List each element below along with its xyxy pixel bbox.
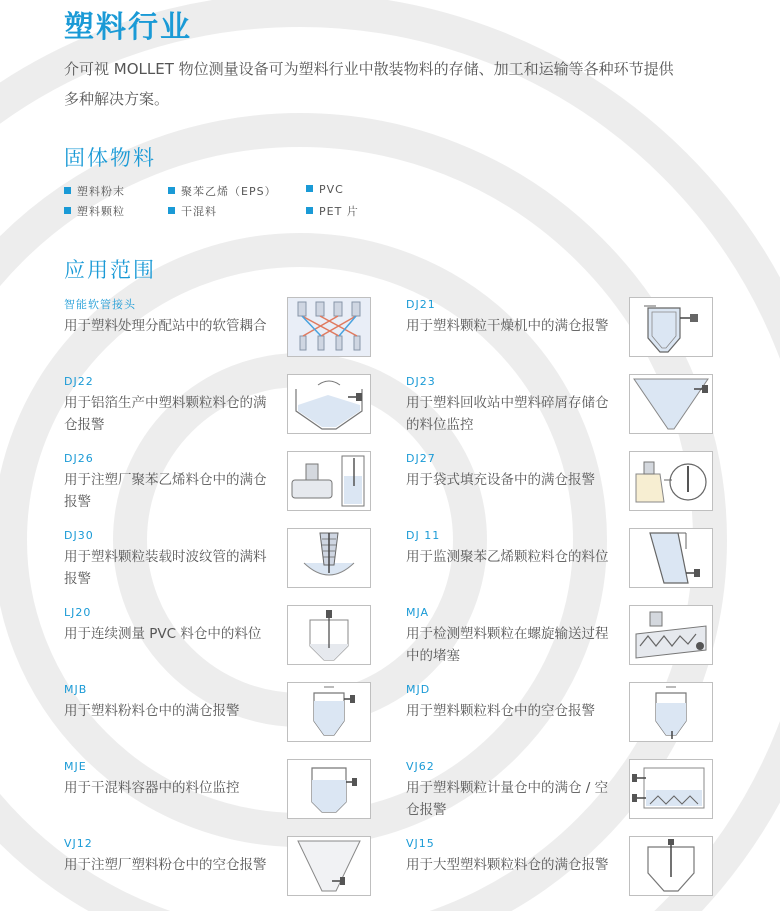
page-title: 塑料行业 bbox=[64, 10, 192, 45]
application-item-dj23 bbox=[406, 374, 716, 436]
material-item: 聚苯乙烯（EPS） bbox=[168, 183, 277, 199]
application-item-dj22 bbox=[64, 374, 374, 436]
dry-mix-container-icon bbox=[287, 759, 371, 819]
application-item-dj21 bbox=[406, 297, 716, 337]
powder-hopper-icon bbox=[287, 836, 371, 896]
application-item-mjb bbox=[64, 682, 374, 722]
silo-full-alarm-icon bbox=[287, 374, 371, 434]
application-code: 智能软管接头 bbox=[64, 298, 136, 311]
application-desc: 用于大型塑料颗粒料仓的满仓报警 bbox=[406, 857, 609, 873]
metering-bin-icon bbox=[629, 759, 713, 819]
material-item: PET 片 bbox=[306, 203, 359, 219]
application-code: VJ15 bbox=[406, 837, 435, 850]
application-desc: 用于检测塑料颗粒在螺旋输送过程中的堵塞 bbox=[406, 626, 609, 664]
application-item-vj62 bbox=[406, 759, 716, 821]
application-code: VJ62 bbox=[406, 760, 435, 773]
materials-section-title: 固体物料 bbox=[64, 146, 156, 170]
application-desc: 用于铝箔生产中塑料颗粒料仓的满仓报警 bbox=[64, 395, 267, 433]
bullet-square-icon bbox=[64, 187, 71, 194]
application-desc: 用于塑料粉料仓中的满仓报警 bbox=[64, 703, 240, 719]
funnel-silo-icon bbox=[629, 374, 713, 434]
application-desc: 用于注塑厂聚苯乙烯料仓中的满仓报警 bbox=[64, 472, 267, 510]
application-desc: 用于监测聚苯乙烯颗粒料仓的料位 bbox=[406, 549, 609, 565]
application-desc: 用于袋式填充设备中的满仓报警 bbox=[406, 472, 595, 488]
application-code: MJD bbox=[406, 683, 431, 696]
application-item-dj30 bbox=[64, 528, 374, 590]
bullet-square-icon bbox=[168, 207, 175, 214]
dryer-silo-icon bbox=[629, 297, 713, 357]
material-item: 干混料 bbox=[168, 203, 217, 219]
application-code: MJA bbox=[406, 606, 430, 619]
application-code: DJ27 bbox=[406, 452, 436, 465]
bag-filling-icon bbox=[629, 451, 713, 511]
application-desc: 用于干混料容器中的料位监控 bbox=[64, 780, 240, 796]
application-code: DJ30 bbox=[64, 529, 94, 542]
application-desc: 用于塑料颗粒计量仓中的满仓 / 空仓报警 bbox=[406, 780, 609, 818]
application-desc: 用于塑料处理分配站中的软管耦合 bbox=[64, 318, 267, 334]
application-item-vj12 bbox=[64, 836, 374, 876]
application-item-lj20 bbox=[64, 605, 374, 645]
application-item-vj15 bbox=[406, 836, 716, 876]
application-desc: 用于塑料颗粒装载时波纹管的满料报警 bbox=[64, 549, 267, 587]
applications-section-title: 应用范围 bbox=[64, 258, 156, 282]
continuous-level-icon bbox=[287, 605, 371, 665]
application-code: DJ23 bbox=[406, 375, 436, 388]
powder-silo-icon bbox=[287, 682, 371, 742]
large-silo-icon bbox=[629, 836, 713, 896]
application-item-hose-coupling bbox=[64, 297, 374, 337]
side-mounted-sensor-icon bbox=[629, 528, 713, 588]
application-item-dj27 bbox=[406, 451, 716, 491]
application-code: LJ20 bbox=[64, 606, 92, 619]
application-code: MJE bbox=[64, 760, 87, 773]
hose-coupling-icon bbox=[287, 297, 371, 357]
material-item: PVC bbox=[306, 183, 344, 196]
application-desc: 用于塑料回收站中塑料碎屑存储仓的料位监控 bbox=[406, 395, 609, 433]
material-item: 塑料颗粒 bbox=[64, 203, 125, 219]
application-item-dj26 bbox=[64, 451, 374, 513]
bullet-square-icon bbox=[168, 187, 175, 194]
intro-text: 介可视 MOLLET 物位测量设备可为塑料行业中散装物料的存储、加工和运输等各种环节提供多种解决方案。 bbox=[64, 60, 674, 108]
application-code: DJ21 bbox=[406, 298, 436, 311]
application-desc: 用于注塑厂塑料粉仓中的空仓报警 bbox=[64, 857, 267, 873]
application-desc: 用于塑料颗粒料仓中的空仓报警 bbox=[406, 703, 595, 719]
application-item-mjd bbox=[406, 682, 716, 722]
screw-conveyor-icon bbox=[629, 605, 713, 665]
application-code: DJ 11 bbox=[406, 529, 441, 542]
application-code: DJ22 bbox=[64, 375, 94, 388]
application-code: DJ26 bbox=[64, 452, 94, 465]
bullet-square-icon bbox=[306, 207, 313, 214]
application-desc: 用于连续测量 PVC 料仓中的料位 bbox=[64, 626, 262, 642]
material-item: 塑料粉末 bbox=[64, 183, 125, 199]
application-desc: 用于塑料颗粒干燥机中的满仓报警 bbox=[406, 318, 609, 334]
application-code: VJ12 bbox=[64, 837, 93, 850]
application-item-dj11 bbox=[406, 528, 716, 568]
application-item-mja bbox=[406, 605, 716, 667]
application-item-mje bbox=[64, 759, 374, 799]
application-code: MJB bbox=[64, 683, 88, 696]
bellows-loading-icon bbox=[287, 528, 371, 588]
bullet-square-icon bbox=[64, 207, 71, 214]
granule-silo-icon bbox=[629, 682, 713, 742]
bullet-square-icon bbox=[306, 185, 313, 192]
eps-silo-icon bbox=[287, 451, 371, 511]
